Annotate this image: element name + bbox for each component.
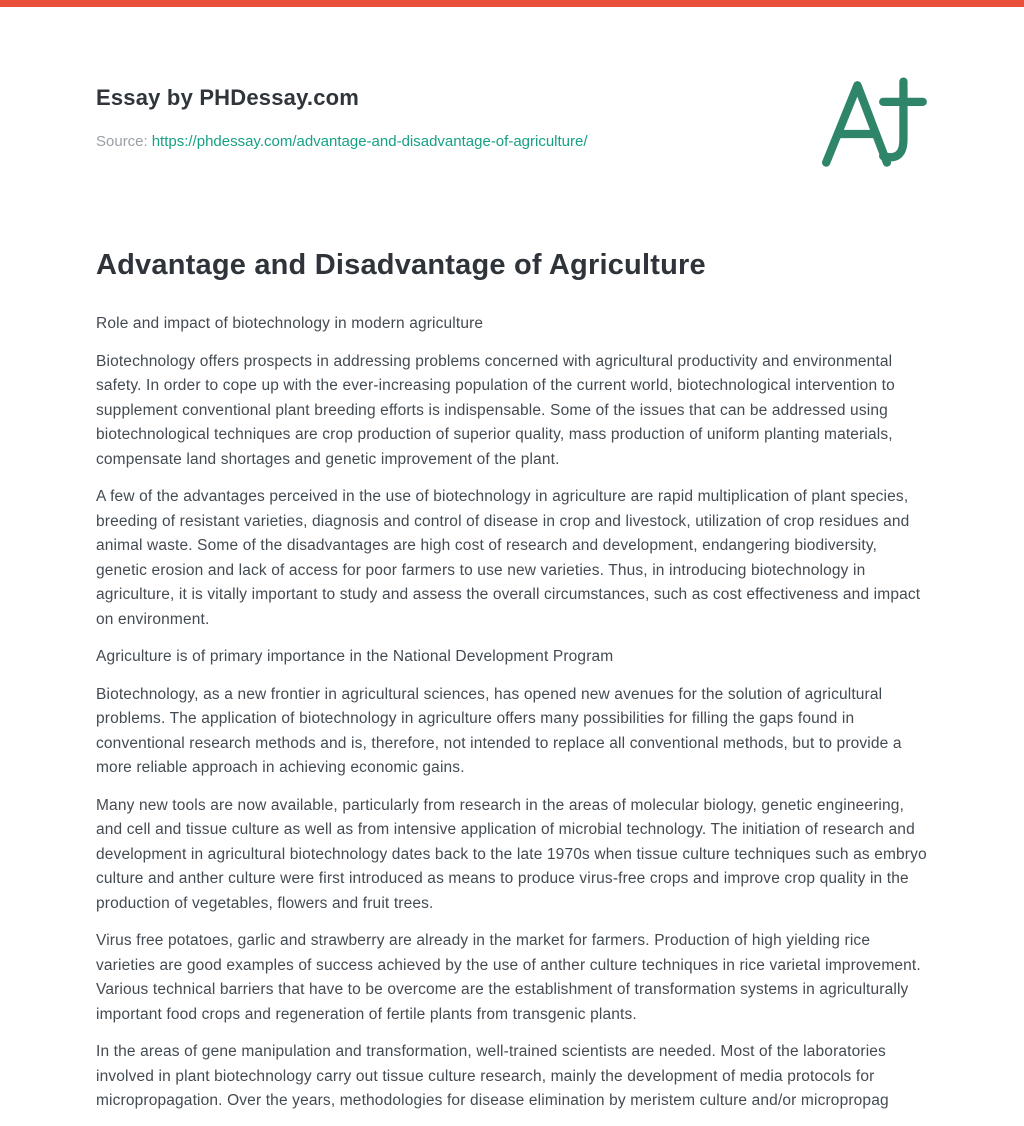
source-label: Source:	[96, 133, 148, 150]
header-text-block	[96, 73, 588, 150]
article-body	[96, 312, 930, 1114]
article-paragraph: Role and impact of biotechnology in modern agriculture	[96, 315, 484, 332]
article-paragraph: A few of the advantages perceived in the use of biotechnology in agriculture are rapid multiplication of plant species, breeding of resistant varieties, diagnosis and control of disease in crop and livestock, utilization of crop residues and animal waste. Some of the disadvantages are high cost of research and development, endangering biodiversity, genetic erosion and lack of access for poor farmers to use new varieties. Thus, in introducing biotechnology in agriculture, it is vitally important to study and assess the overall circumstances, such as cost effectiveness and impact on environment.	[96, 488, 921, 628]
phdessay-logo-icon	[818, 77, 930, 169]
accent-topbar	[0, 0, 1024, 7]
page-title: Advantage and Disadvantage of Agriculture	[96, 249, 706, 281]
page-header	[96, 73, 930, 169]
article-paragraph: Virus free potatoes, garlic and strawberry are already in the market for farmers. Production of high yielding rice varieties are good examples of success achieved by the use of anther culture techniques in rice varietal improvement. Various technical barriers that have to be overcome are the establishment of transformation systems in agriculturally important food crops and regeneration of fertile plants from transgenic plants.	[96, 932, 921, 1023]
essay-byline: Essay by PHDessay.com	[96, 85, 360, 110]
article-paragraph: In the areas of gene manipulation and transformation, well-trained scientists are needed. Most of the laboratories involved in plant biotechnology carry out tissue culture research, mainly the development of media protocols for micropropagation. Over the years, methodologies for disease elimination by meristem culture and/or micropropag	[96, 1043, 889, 1109]
article-paragraph: Agriculture is of primary importance in the National Development Program	[96, 648, 614, 665]
article-paragraph: Biotechnology, as a new frontier in agricultural sciences, has opened new avenues for the solution of agricultural problems. The application of biotechnology in agriculture offers many possibilities for filling the gaps found in conventional research methods and is, therefore, not intended to replace all conventional methods, but to provide a more reliable approach in achieving economic gains.	[96, 685, 902, 776]
source-link[interactable]: https://phdessay.com/advantage-and-disadvantage-of-agriculture/	[151, 133, 588, 150]
essay-page	[0, 7, 1024, 1114]
source-line	[96, 133, 588, 150]
article-paragraph: Many new tools are now available, particularly from research in the areas of molecular biology, genetic engineering, and cell and tissue culture as well as from intensive application of microbial technology. The initiation of research and development in agricultural biotechnology dates back to the late 1970s when tissue culture techniques such as embryo culture and anther culture were first introduced as means to produce virus-free crops and improve crop quality in the production of vegetables, flowers and fruit trees.	[96, 796, 927, 912]
article-paragraph: Biotechnology offers prospects in addressing problems concerned with agricultural productivity and environmental safety. In order to cope up with the ever-increasing population of the current world, biotechnological intervention to supplement conventional plant breeding efforts is indispensable. Some of the issues that can be addressed using biotechnological techniques are crop production of superior quality, mass production of uniform planting materials, compensate land shortages and genetic improvement of the plant.	[96, 352, 895, 468]
